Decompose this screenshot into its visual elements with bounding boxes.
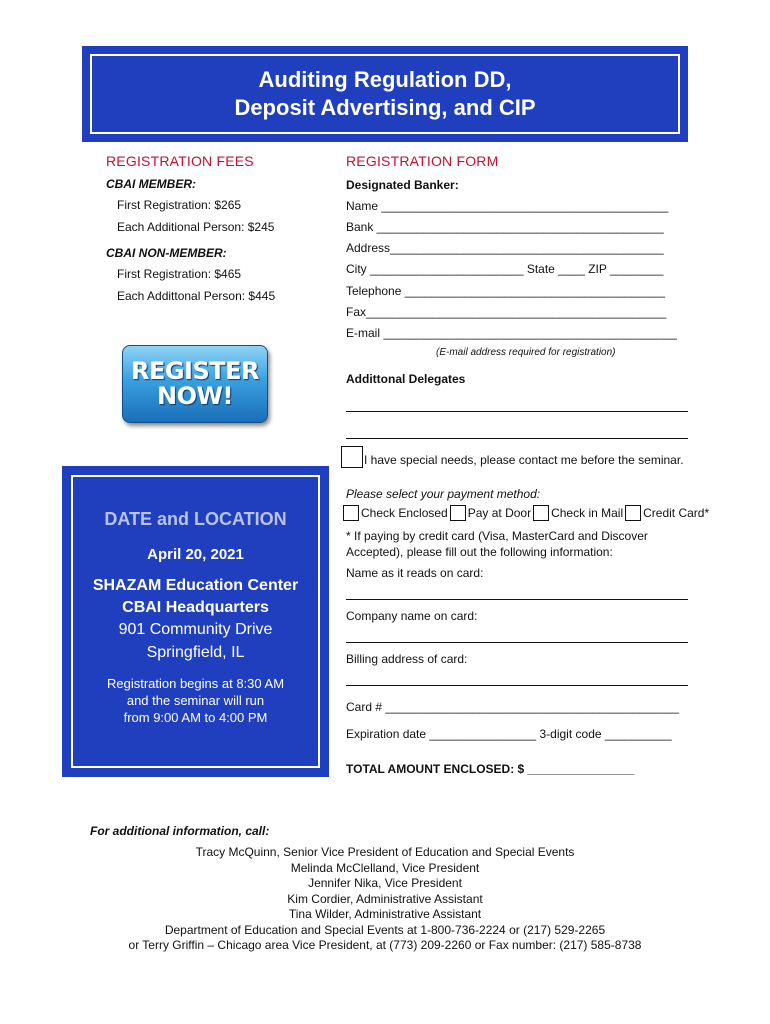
- telephone-field[interactable]: Telephone _______________________________________: [346, 284, 665, 298]
- venue-headquarters: CBAI Headquarters: [122, 599, 269, 616]
- company-on-card-label: Company name on card:: [346, 609, 478, 623]
- nonmember-first-fee: First Registration: $465: [117, 267, 242, 281]
- credit-note-line-1: * If paying by credit card (Visa, MasterCard and Discover: [346, 529, 648, 543]
- date-location-heading: DATE and LOCATION: [104, 509, 287, 529]
- seminar-date: April 20, 2021: [147, 546, 244, 563]
- registration-time-3: from 9:00 AM to 4:00 PM: [123, 710, 268, 725]
- venue-city: Springfield, IL: [146, 644, 245, 661]
- registration-time-2: and the seminar will run: [126, 693, 265, 708]
- date-location-frame: [71, 475, 320, 768]
- pay-at-door-checkbox[interactable]: [450, 505, 466, 521]
- title-line-1: Auditing Regulation DD,: [258, 67, 512, 92]
- designated-banker-label: Designated Banker:: [346, 178, 459, 192]
- payment-prompt: Please select your payment method:: [346, 487, 541, 501]
- title-line-2: Deposit Advertising, and CIP: [234, 95, 536, 120]
- contact-line: Department of Education and Special Events at 1-800-736-2224 or (217) 529-2265: [164, 923, 606, 937]
- member-additional-fee: Each Additional Person: $245: [117, 220, 275, 234]
- register-now-button[interactable]: [122, 345, 268, 423]
- venue-name: SHAZAM Education Center: [92, 577, 299, 594]
- pay-at-door-label: Pay at Door: [467, 506, 532, 520]
- total-amount-field[interactable]: TOTAL AMOUNT ENCLOSED: $ ________________: [346, 762, 635, 776]
- credit-card-label: Credit Card*: [643, 506, 710, 520]
- nonmember-heading: CBAI NON-MEMBER:: [106, 246, 227, 260]
- date-location-box: [62, 466, 329, 777]
- credit-card-checkbox[interactable]: [625, 505, 641, 521]
- register-now-line-1: REGISTER: [130, 357, 260, 385]
- name-field[interactable]: Name ___________________________________________: [346, 199, 669, 213]
- special-needs-label: I have special needs, please contact me before the seminar.: [364, 453, 684, 467]
- venue-street: 901 Community Drive: [118, 621, 273, 638]
- register-now-line-2: NOW!: [157, 382, 233, 410]
- contact-line: or Terry Griffin – Chicago area Vice President, at (773) 209-2260 or Fax number: (217) 585-8738: [128, 938, 642, 952]
- company-on-card-line[interactable]: [346, 642, 688, 643]
- card-number-field[interactable]: Card # ____________________________________________: [346, 700, 679, 714]
- contact-line: Tina Wilder, Administrative Assistant: [288, 907, 482, 921]
- address-field[interactable]: Address_________________________________________: [346, 241, 664, 255]
- member-first-fee: First Registration: $265: [117, 198, 242, 212]
- member-heading: CBAI MEMBER:: [106, 177, 196, 191]
- name-on-card-label: Name as it reads on card:: [346, 566, 484, 580]
- name-on-card-line[interactable]: [346, 599, 688, 600]
- payment-options: [343, 505, 709, 521]
- delegate-line-1[interactable]: [346, 411, 688, 412]
- title-banner: [82, 46, 688, 142]
- registration-time-1: Registration begins at 8:30 AM: [106, 676, 285, 691]
- registration-fees-heading: REGISTRATION FEES: [106, 153, 254, 169]
- special-needs-checkbox[interactable]: [341, 446, 363, 468]
- contact-line: Jennifer Nika, Vice President: [308, 876, 462, 890]
- contact-line: Melinda McClelland, Vice President: [290, 861, 480, 875]
- city-state-zip-field[interactable]: City _______________________ State ____ ZIP ________: [346, 262, 664, 276]
- contact-heading: For additional information, call:: [90, 824, 270, 838]
- credit-note-line-2: Accepted), please fill out the following information:: [346, 545, 613, 559]
- bank-field[interactable]: Bank ___________________________________________: [346, 220, 664, 234]
- email-note: (E-mail address required for registration): [436, 347, 616, 358]
- contact-line: Tracy McQuinn, Senior Vice President of Education and Special Events: [195, 845, 575, 859]
- billing-address-line[interactable]: [346, 685, 688, 686]
- registration-form-heading: REGISTRATION FORM: [346, 153, 499, 169]
- check-enclosed-label: Check Enclosed: [361, 506, 448, 520]
- additional-delegates-label: Addittonal Delegates: [346, 372, 466, 386]
- title-banner-frame: [90, 54, 680, 134]
- delegate-line-2[interactable]: [346, 438, 688, 439]
- expiration-field[interactable]: Expiration date ________________ 3-digit code __________: [346, 727, 672, 741]
- check-in-mail-label: Check in Mail: [551, 506, 624, 520]
- contact-line: Kim Cordier, Administrative Assistant: [287, 892, 483, 906]
- fax-field[interactable]: Fax_____________________________________________: [346, 305, 667, 319]
- check-in-mail-checkbox[interactable]: [533, 505, 549, 521]
- nonmember-additional-fee: Each Addittonal Person: $445: [117, 289, 276, 303]
- check-enclosed-checkbox[interactable]: [343, 505, 359, 521]
- billing-address-label: Billing address of card:: [346, 652, 468, 666]
- email-field[interactable]: E-mail ____________________________________________: [346, 326, 677, 340]
